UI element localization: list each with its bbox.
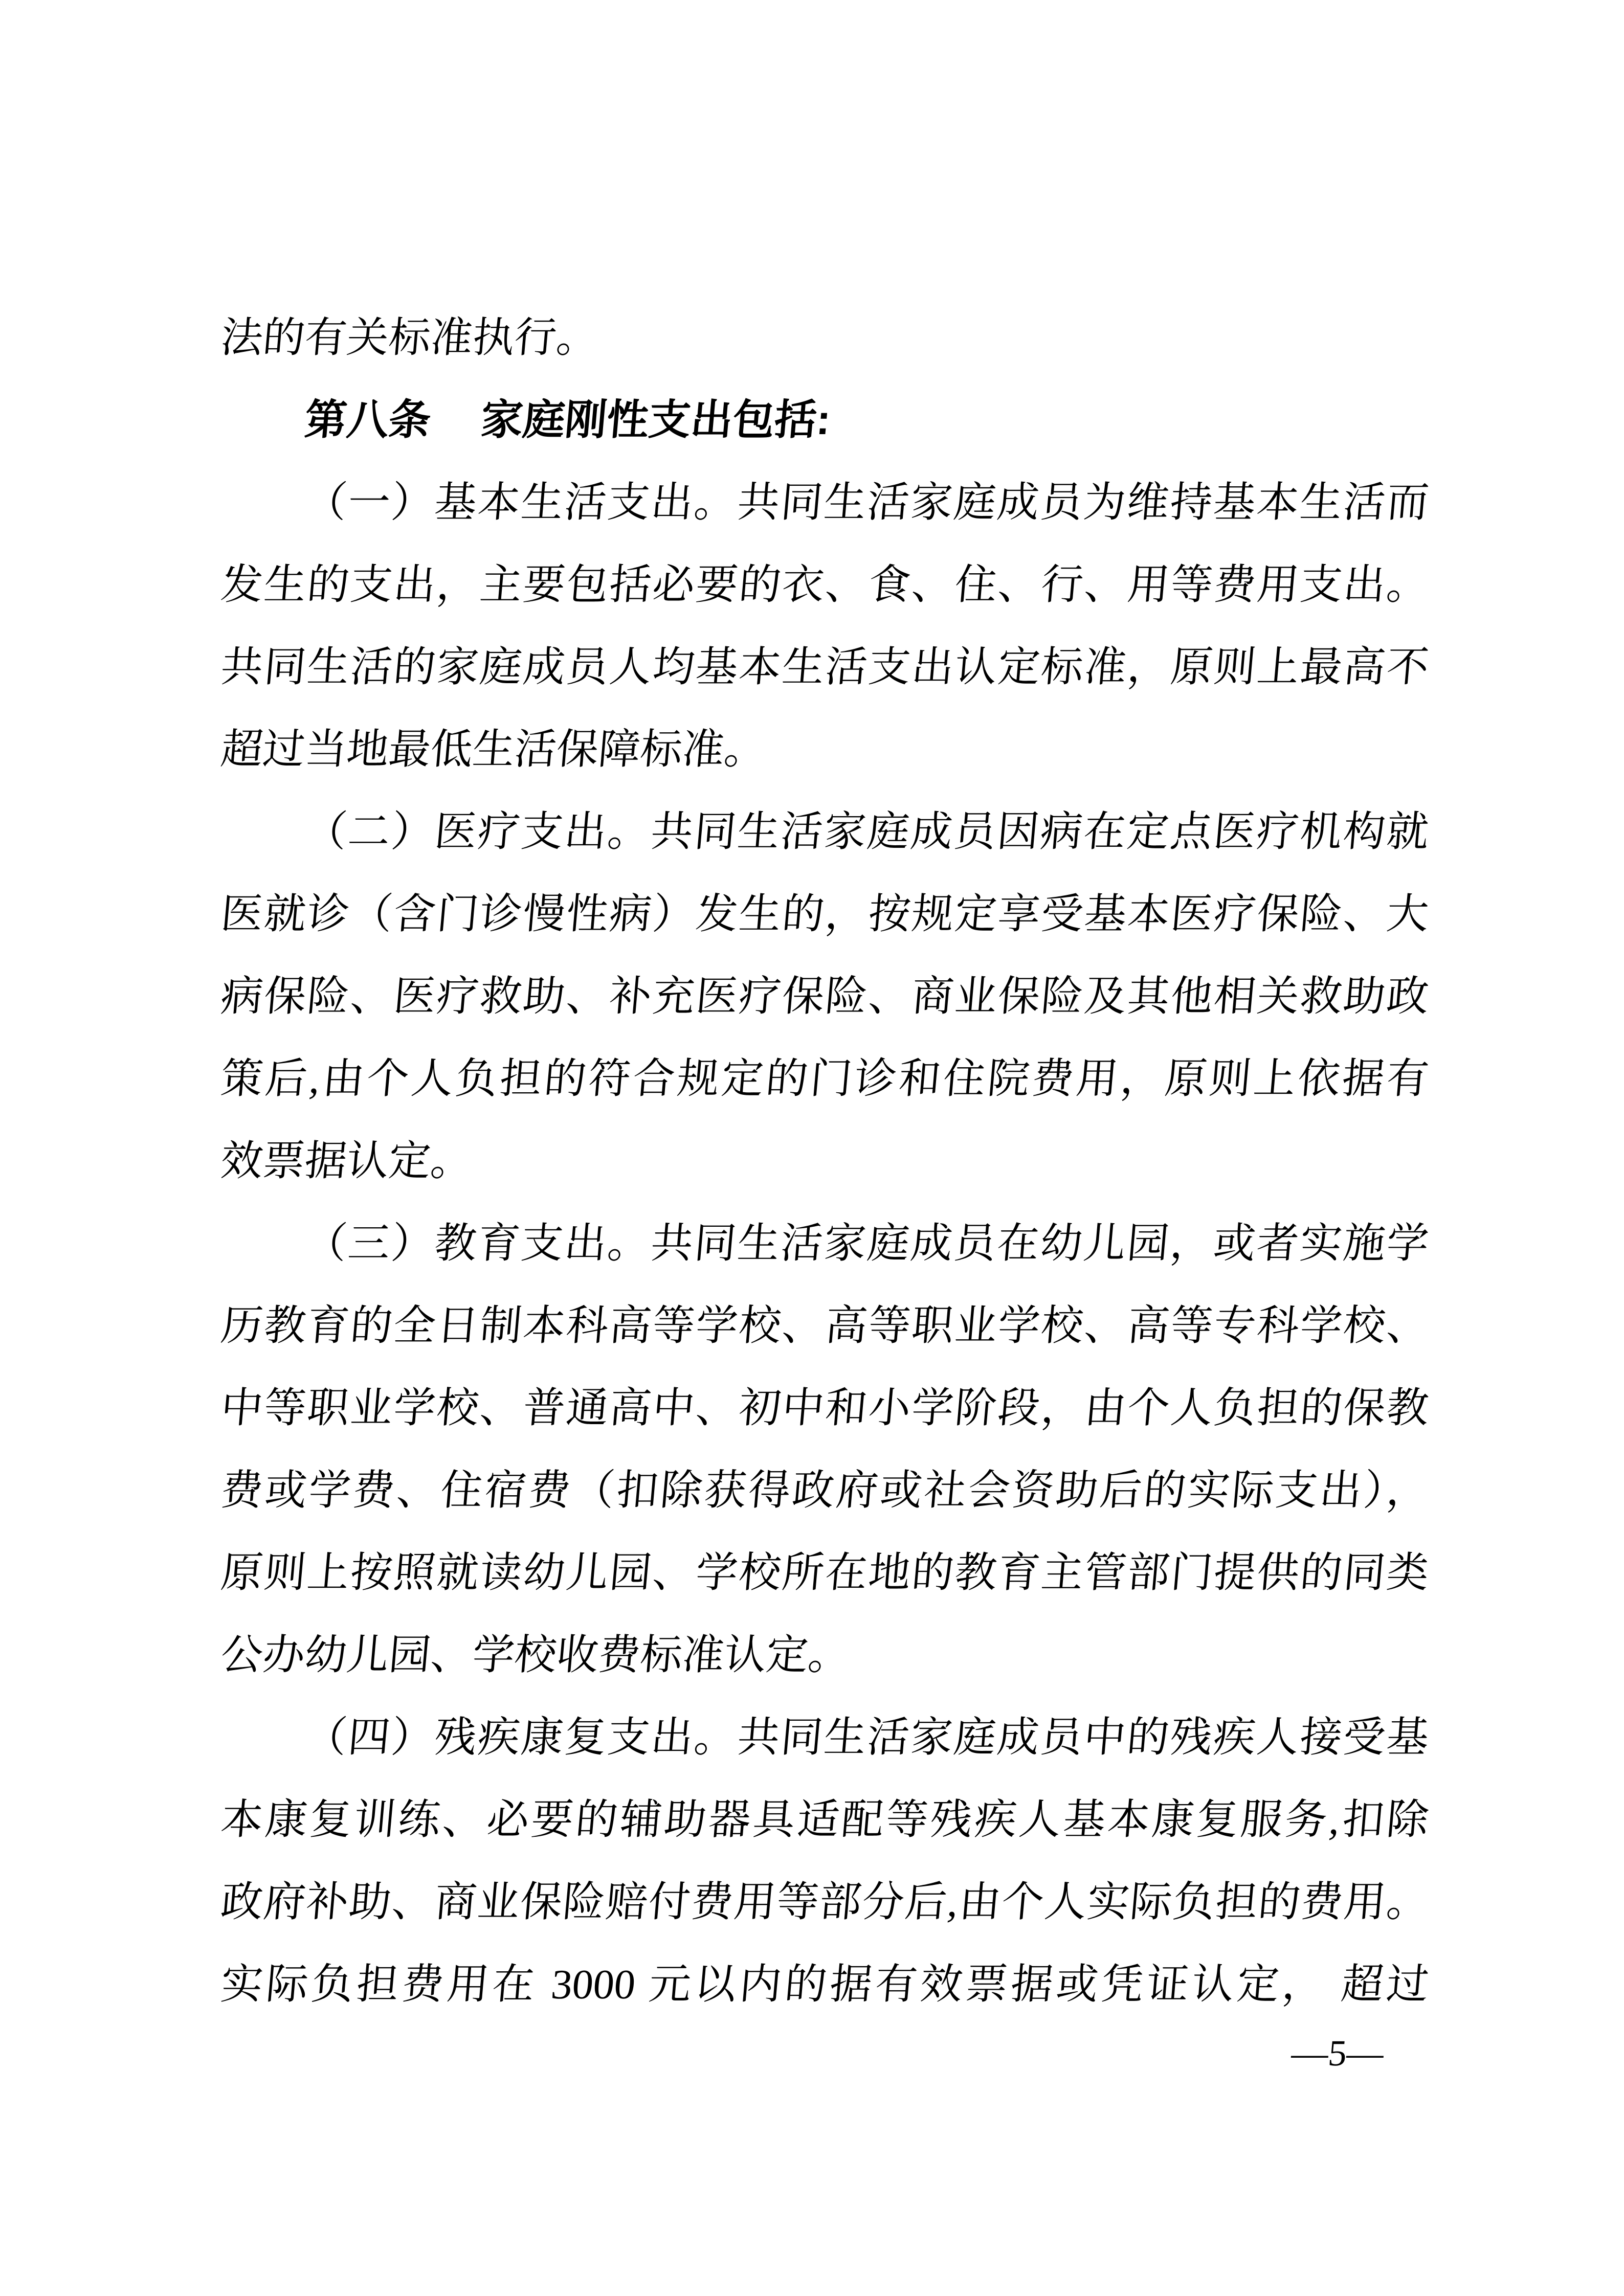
clause-2-line-5: 效票据认定。 xyxy=(219,1138,475,1184)
article-number: 第八条 xyxy=(303,397,433,443)
clause-3-line-1: （三）教育支出。共同生活家庭成员在幼儿园，或者实施学 xyxy=(303,1220,1431,1267)
clause-4-line-4: 实际负担费用在 3000 元以内的据有效票据或凭证认定， 超过 xyxy=(219,1961,1431,2008)
clause-2-line-2: 医就诊（含门诊慢性病）发生的，按规定享受基本医疗保险、大 xyxy=(219,891,1431,937)
clause-3-line-5: 原则上按照就读幼儿园、学校所在地的教育主管部门提供的同类 xyxy=(219,1549,1431,1596)
clause-1-line-4: 超过当地最低生活保障标准。 xyxy=(219,726,768,773)
clause-3-line-6: 公办幼儿园、学校收费标准认定。 xyxy=(219,1632,852,1678)
clause-1-line-3: 共同生活的家庭成员人均基本生活支出认定标准，原则上最高不 xyxy=(219,644,1431,690)
clause-4-line-2: 本康复训练、必要的辅助器具适配等残疾人基本康复服务,扣除 xyxy=(219,1796,1431,1843)
clause-3-line-2: 历教育的全日制本科高等学校、高等职业学校、高等专科学校、 xyxy=(219,1302,1431,1349)
article-heading xyxy=(217,379,1432,461)
clause-3-line-4: 费或学费、住宿费（扣除获得政府或社会资助后的实际支出）， xyxy=(219,1467,1431,1514)
continuation-line: 法的有关标准执行。 xyxy=(219,314,600,361)
clause-1-line-1: （一）基本生活支出。共同生活家庭成员为维持基本生活而 xyxy=(303,479,1431,526)
clause-4-line-3: 政府补助、商业保险赔付费用等部分后,由个人实际负担的费用。 xyxy=(219,1879,1431,1925)
clause-4-line-1: （四）残疾康复支出。共同生活家庭成员中的残疾人接受基 xyxy=(303,1714,1431,1761)
document-body xyxy=(221,297,1429,2025)
article-title: 家庭刚性支出包括: xyxy=(479,397,833,443)
clause-2-line-4: 策后,由个人负担的符合规定的门诊和住院费用，原则上依据有 xyxy=(219,1055,1431,1102)
clause-3-line-3: 中等职业学校、普通高中、初中和小学阶段，由个人负担的保教 xyxy=(219,1385,1431,1431)
clause-2-line-1: （二）医疗支出。共同生活家庭成员因病在定点医疗机构就 xyxy=(303,808,1431,855)
page-number: —5— xyxy=(1289,2033,1386,2074)
clause-1-line-2: 发生的支出，主要包括必要的衣、食、住、行、用等费用支出。 xyxy=(219,561,1431,608)
clause-2-line-3: 病保险、医疗救助、补充医疗保险、商业保险及其他相关救助政 xyxy=(219,973,1431,1020)
